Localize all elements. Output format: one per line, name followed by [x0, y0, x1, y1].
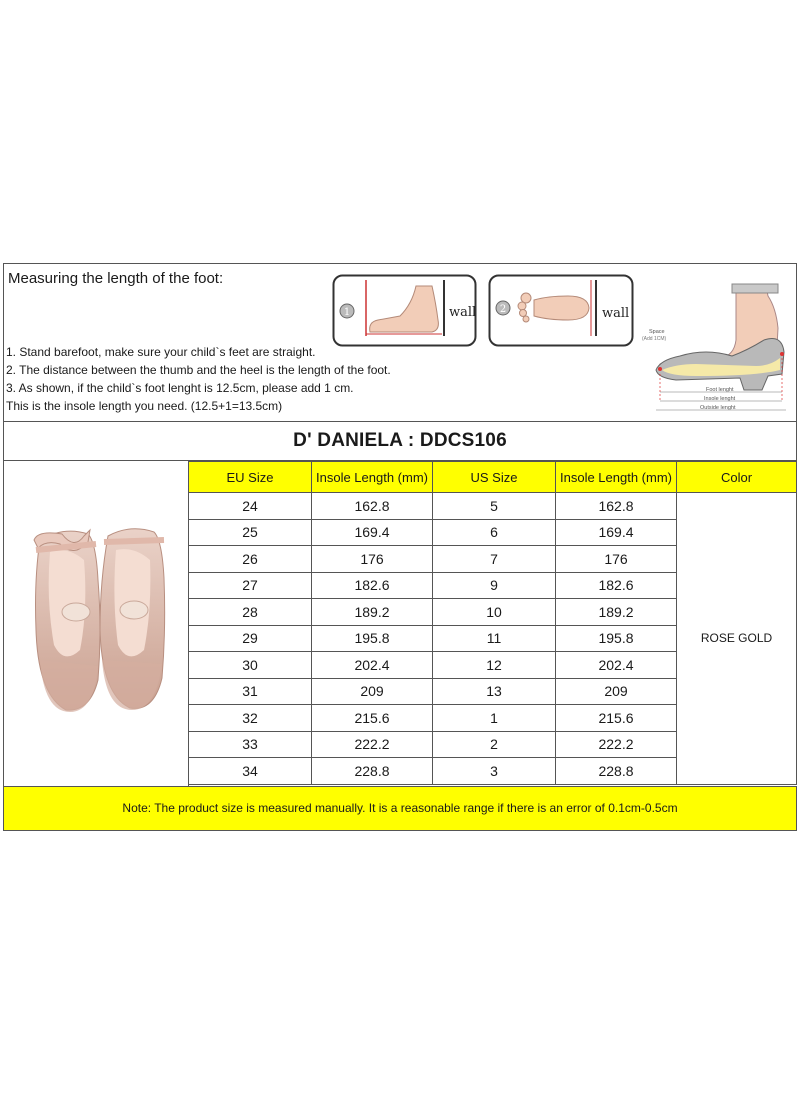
eu-size-cell: 33 [189, 731, 312, 758]
add-1cm-label: (Add 1CM) [642, 336, 667, 342]
insole-length-cell: 176 [312, 546, 433, 573]
measuring-guide [3, 263, 797, 422]
us-size-cell: 12 [433, 652, 556, 679]
insole-length-cell: 169.4 [312, 519, 433, 546]
insole-length-cell: 169.4 [556, 519, 677, 546]
outside-length-label: Outside lenght [700, 405, 736, 411]
foot-side-figure [332, 274, 477, 347]
insole-length-cell: 195.8 [312, 625, 433, 652]
eu-size-cell: 29 [189, 625, 312, 652]
us-size-cell: 11 [433, 625, 556, 652]
figure1-number: 1 [343, 307, 351, 318]
guide-title: Measuring the length of the foot: [8, 270, 224, 287]
us-size-cell: 13 [433, 678, 556, 705]
eu-size-cell: 31 [189, 678, 312, 705]
note: Note: The product size is measured manually. It is a reasonable range if there is an error of 0.1cm-0.5cm [3, 786, 797, 831]
eu-size-cell: 34 [189, 758, 312, 785]
figure2-number: 2 [499, 304, 507, 315]
product-title: D' DANIELA : DDCS106 [3, 421, 797, 461]
step-1: 1. Stand barefoot, make sure your child`s feet are straight. [6, 345, 316, 359]
us-size-cell: 9 [433, 572, 556, 599]
header-insole-length-eu: Insole Length (mm) [312, 462, 433, 493]
insole-length-cell: 222.2 [312, 731, 433, 758]
product-image-cell [3, 460, 189, 787]
insole-length-cell: 182.6 [556, 572, 677, 599]
eu-size-cell: 28 [189, 599, 312, 626]
space-label: Space [649, 329, 665, 335]
step-result: This is the insole length you need. (12.5+1=13.5cm) [6, 399, 283, 413]
insole-length-cell: 182.6 [312, 572, 433, 599]
insole-length-cell: 195.8 [556, 625, 677, 652]
figure1-wall-label: wall [449, 305, 477, 320]
insole-length-cell: 162.8 [312, 493, 433, 520]
insole-length-cell: 209 [312, 678, 433, 705]
us-size-cell: 3 [433, 758, 556, 785]
insole-length-cell: 189.2 [556, 599, 677, 626]
insole-length-cell: 215.6 [312, 705, 433, 732]
insole-length-cell: 176 [556, 546, 677, 573]
color-cell: ROSE GOLD [677, 493, 797, 785]
size-table [188, 461, 797, 785]
us-size-cell: 7 [433, 546, 556, 573]
shoe-image [4, 460, 188, 786]
table-row [189, 493, 797, 520]
eu-size-cell: 25 [189, 519, 312, 546]
foot-top-figure [488, 274, 634, 347]
step-3: 3. As shown, if the child`s foot lenght is 12.5cm, please add 1 cm. [6, 381, 354, 395]
insole-length-cell: 228.8 [312, 758, 433, 785]
insole-length-cell: 222.2 [556, 731, 677, 758]
step-2: 2. The distance between the thumb and the heel is the length of the foot. [6, 363, 391, 377]
header-insole-length-us: Insole Length (mm) [556, 462, 677, 493]
us-size-cell: 6 [433, 519, 556, 546]
foot-length-label: Foot lenght [706, 387, 734, 393]
insole-length-cell: 189.2 [312, 599, 433, 626]
measuring-steps [6, 343, 391, 415]
insole-length-cell: 209 [556, 678, 677, 705]
header-us-size: US Size [433, 462, 556, 493]
size-table-header [189, 462, 797, 493]
eu-size-cell: 32 [189, 705, 312, 732]
header-eu-size: EU Size [189, 462, 312, 493]
insole-length-cell: 202.4 [312, 652, 433, 679]
insole-length-cell: 202.4 [556, 652, 677, 679]
us-size-cell: 5 [433, 493, 556, 520]
us-size-cell: 1 [433, 705, 556, 732]
insole-length-cell: 228.8 [556, 758, 677, 785]
eu-size-cell: 26 [189, 546, 312, 573]
shoe-fit-figure [636, 278, 794, 420]
header-color: Color [677, 462, 797, 493]
eu-size-cell: 27 [189, 572, 312, 599]
insole-length-cell: 162.8 [556, 493, 677, 520]
insole-length-label: Insole lenght [704, 396, 736, 402]
eu-size-cell: 24 [189, 493, 312, 520]
figure2-wall-label: wall [602, 306, 630, 321]
us-size-cell: 2 [433, 731, 556, 758]
insole-length-cell: 215.6 [556, 705, 677, 732]
us-size-cell: 10 [433, 599, 556, 626]
size-chart [3, 263, 799, 831]
eu-size-cell: 30 [189, 652, 312, 679]
